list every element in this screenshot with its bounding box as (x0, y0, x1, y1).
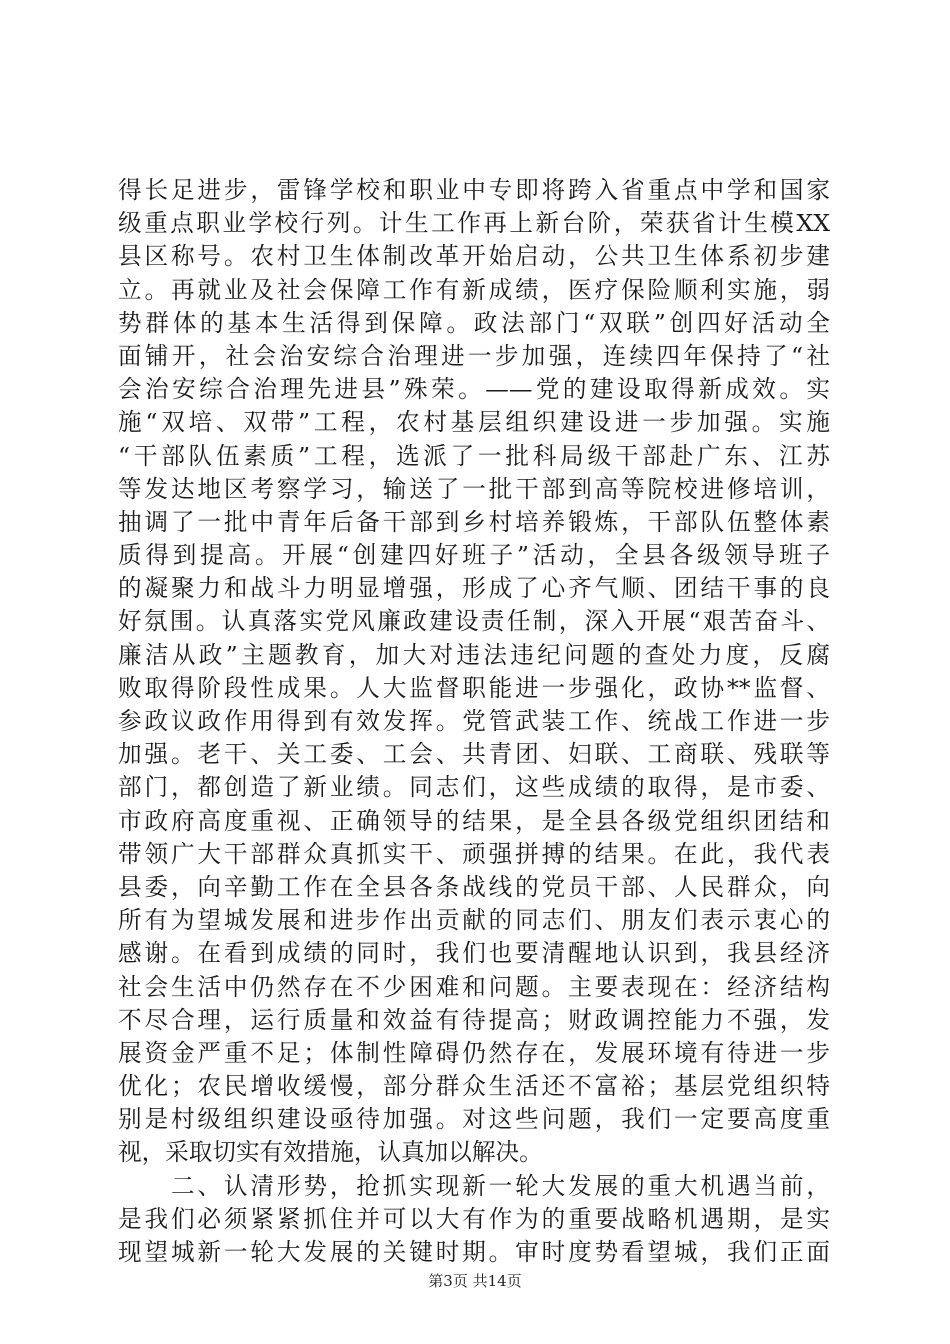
text-line: 社会生活中仍然存在不少困难和问题。主要表现在：经济结构 (118, 972, 830, 1001)
text-line: 等发达地区考察学习，输送了一批干部到高等院校进修培训， (118, 474, 830, 503)
text-line: 县委，向辛勤工作在全县各条战线的党员干部、人民群众，向 (118, 872, 830, 901)
text-line: 优化；农民增收缓慢，部分群众生活还不富裕；基层党组织特 (118, 1072, 830, 1101)
text-line: 市政府高度重视、正确领导的结果，是全县各级党组织团结和 (118, 806, 830, 835)
text-line: 廉洁从政”主题教育，加大对违法违纪问题的查处力度，反腐 (118, 640, 830, 669)
body-text (118, 174, 830, 1269)
text-line: 二、认清形势，抢抓实现新一轮大发展的重大机遇当前， (118, 1171, 830, 1200)
text-line: 别是村级组织建设亟待加强。对这些问题，我们一定要高度重 (118, 1105, 830, 1134)
text-line: 带领广大干部群众真抓实干、顽强拼搏的结果。在此，我代表 (118, 839, 830, 868)
text-line: 展资金严重不足；体制性障碍仍然存在，发展环境有待进一步 (118, 1038, 830, 1067)
text-line: 质得到提高。开展“创建四好班子”活动，全县各级领导班子 (118, 541, 830, 570)
text-line: “干部队伍素质”工程，选派了一批科局级干部赴广东、江苏 (118, 441, 830, 470)
text-line: 施“双培、双带”工程，农村基层组织建设进一步加强。实施 (118, 408, 830, 437)
text-line: 视，采取切实有效措施，认真加以解决。 (118, 1138, 543, 1167)
text-line: 立。再就业及社会保障工作有新成绩，医疗保险顺利实施，弱 (118, 275, 830, 304)
text-line: 级重点职业学校行列。计生工作再上新台阶，荣获省计生模XX (118, 209, 830, 238)
text-line: 所有为望城发展和进步作出贡献的同志们、朋友们表示衷心的 (118, 906, 830, 935)
text-line: 面铺开，社会治安综合治理进一步加强，连续四年保持了“社 (118, 341, 830, 370)
text-line: 参政议政作用得到有效发挥。党管武装工作、统战工作进一步 (118, 707, 830, 735)
text-line: 县区称号。农村卫生体制改革开始启动，公共卫生体系初步建 (118, 242, 830, 271)
text-line: 的凝聚力和战斗力明显增强，形成了心齐气顺、团结干事的良 (118, 574, 830, 603)
text-line: 好氛围。认真落实党风廉政建设责任制，深入开展“艰苦奋斗、 (118, 607, 830, 636)
text-line: 抽调了一批中青年后备干部到乡村培养锻炼，干部队伍整体素 (118, 507, 830, 536)
text-line: 得长足进步，雷锋学校和职业中专即将跨入省重点中学和国家 (118, 176, 830, 204)
text-line: 不尽合理，运行质量和效益有待提高；财政调控能力不强，发 (118, 1005, 830, 1034)
text-line: 感谢。在看到成绩的同时，我们也要清醒地认识到，我县经济 (118, 939, 830, 968)
text-line: 现望城新一轮大发展的关键时期。审时度势看望城，我们正面 (118, 1238, 830, 1266)
page-footer: 第3页 共14页 (428, 1272, 522, 1290)
text-line: 败取得阶段性成果。人大监督职能进一步强化，政协**监督、 (118, 673, 830, 702)
text-line: 势群体的基本生活得到保障。政法部门“双联”创四好活动全 (118, 308, 830, 337)
text-line: 是我们必须紧紧抓住并可以大有作为的重要战略机遇期，是实 (118, 1204, 830, 1233)
text-line: 加强。老干、关工委、工会、共青团、妇联、工商联、残联等 (118, 740, 830, 769)
text-line: 会治安综合治理先进县”殊荣。——党的建设取得新成效。实 (118, 375, 830, 404)
text-line: 部门，都创造了新业绩。同志们，这些成绩的取得，是市委、 (118, 773, 830, 802)
